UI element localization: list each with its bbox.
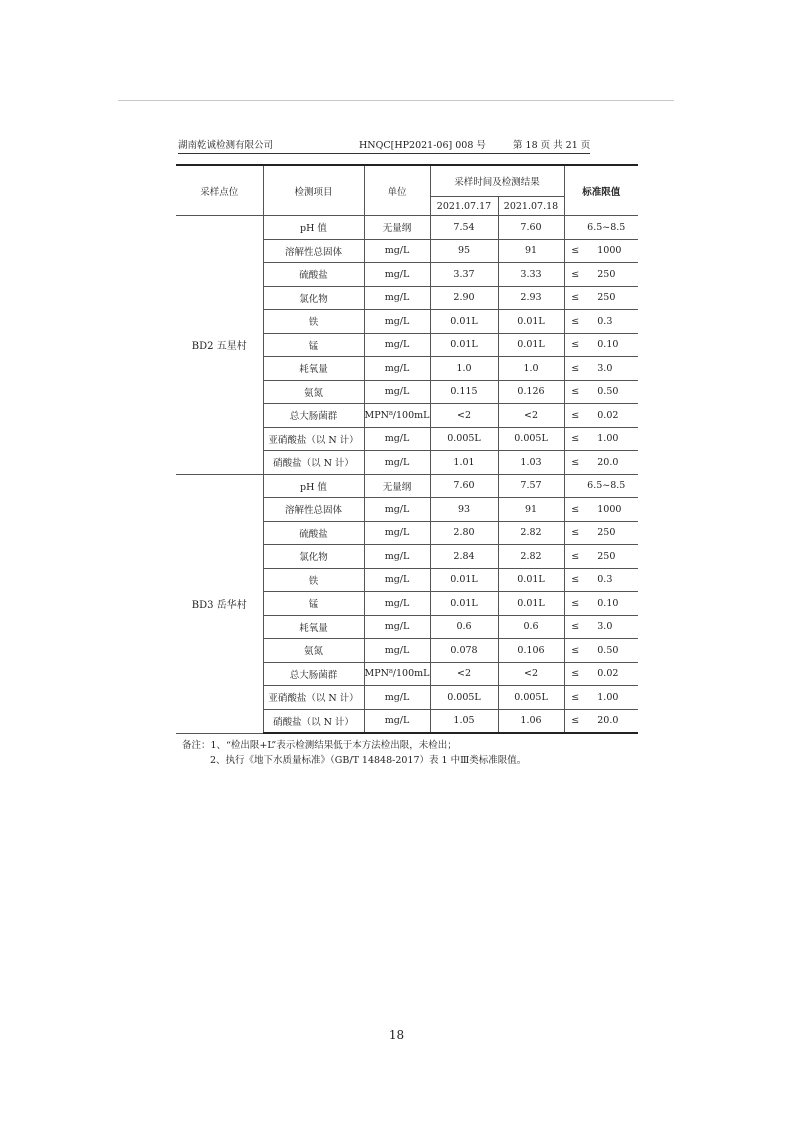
standard-value: 3.0 [597,362,613,374]
standard-cell [564,474,638,498]
standard-value: 250 [597,268,616,280]
result-cell-1: 2.84 [430,545,498,569]
result-cell-2: 7.57 [498,474,564,498]
standard-cell [564,639,638,663]
standard-cell [564,686,638,710]
unit-cell: mg/L [364,286,430,310]
standard-value: 0.02 [597,668,619,680]
header-results: 采样时间及检测结果 [430,165,564,197]
notes [182,738,602,768]
standard-value: 1.00 [597,433,619,445]
result-cell-2: 2.93 [498,286,564,310]
item-cell: 溶解性总固体 [263,239,364,263]
unit-cell: mg/L [364,639,430,663]
result-cell-1: 0.01L [430,333,498,357]
result-cell-1: 93 [430,498,498,522]
standard-cell [564,404,638,428]
result-cell-1: 0.115 [430,380,498,404]
item-cell: 溶解性总固体 [263,498,364,522]
result-cell-1: 7.54 [430,216,498,240]
unit-cell: mg/L [364,568,430,592]
standard-cell [564,333,638,357]
results-table [176,164,638,734]
result-cell-2: 2.82 [498,545,564,569]
result-cell-2: 0.01L [498,333,564,357]
standard-cell [564,568,638,592]
standard-value: 250 [597,527,616,539]
less-equal-sign: ≤ [571,292,580,304]
header-item: 检测项目 [263,165,364,216]
result-cell-2: 1.06 [498,709,564,733]
header-divider [178,153,590,154]
result-cell-2: 0.005L [498,686,564,710]
unit-cell: mg/L [364,545,430,569]
standard-value: 6.5~8.5 [587,221,626,233]
result-cell-2: 2.82 [498,521,564,545]
note-line-2: 2、执行《地下水质量标准》（GB/T 14848-2017）表 1 中Ⅲ类标准限值。 [210,755,527,766]
less-equal-sign: ≤ [571,245,580,257]
less-equal-sign: ≤ [571,433,580,445]
result-cell-2: 7.60 [498,216,564,240]
result-cell-2: 0.01L [498,592,564,616]
result-cell-2: <2 [498,662,564,686]
result-cell-1: 2.90 [430,286,498,310]
site-cell: BD2 五星村 [176,216,263,475]
result-cell-2: 0.01L [498,568,564,592]
result-cell-2: 0.126 [498,380,564,404]
standard-cell [564,263,638,287]
result-cell-2: 91 [498,239,564,263]
standard-cell [564,451,638,475]
unit-cell: mg/L [364,239,430,263]
standard-value: 6.5~8.5 [587,480,626,492]
unit-cell: mg/L [364,310,430,334]
standard-cell [564,286,638,310]
page-number: 18 [388,1028,405,1042]
company-name: 湖南乾诚检测有限公司 [178,140,274,151]
result-cell-1: 0.6 [430,615,498,639]
standard-cell [564,239,638,263]
item-cell: 铁 [263,568,364,592]
unit-cell: MPN⁸/100mL [364,404,430,428]
item-cell: 耗氧量 [263,615,364,639]
less-equal-sign: ≤ [571,550,580,562]
result-cell-2: 0.6 [498,615,564,639]
unit-cell: mg/L [364,380,430,404]
result-cell-1: 7.60 [430,474,498,498]
unit-cell: 无量纲 [364,216,430,240]
unit-cell: mg/L [364,451,430,475]
header-site: 采样点位 [176,165,263,216]
item-cell: 氨氮 [263,639,364,663]
standard-cell [564,427,638,451]
result-cell-1: 0.005L [430,427,498,451]
less-equal-sign: ≤ [571,339,580,351]
result-cell-1: 0.078 [430,639,498,663]
standard-value: 1000 [597,503,622,515]
item-cell: 硫酸盐 [263,263,364,287]
less-equal-sign: ≤ [571,527,580,539]
result-cell-1: 95 [430,239,498,263]
item-cell: 氯化物 [263,545,364,569]
less-equal-sign: ≤ [571,691,580,703]
result-cell-2: 1.03 [498,451,564,475]
header-date-2: 2021.07.18 [498,197,564,216]
item-cell: 铁 [263,310,364,334]
item-cell: 锰 [263,333,364,357]
standard-cell [564,498,638,522]
unit-cell: mg/L [364,686,430,710]
result-cell-2: 91 [498,498,564,522]
standard-cell [564,709,638,733]
table-row [176,474,638,498]
unit-cell: mg/L [364,333,430,357]
item-cell: 硝酸盐（以 N 计） [263,709,364,733]
unit-cell: mg/L [364,709,430,733]
unit-cell: 无量纲 [364,474,430,498]
page-info: 第 18 页 共 21 页 [513,140,591,151]
result-cell-1: <2 [430,662,498,686]
result-cell-1: 2.80 [430,521,498,545]
result-cell-2: 1.0 [498,357,564,381]
item-cell: 锰 [263,592,364,616]
item-cell: pH 值 [263,216,364,240]
result-cell-2: 0.005L [498,427,564,451]
unit-cell: mg/L [364,263,430,287]
unit-cell: mg/L [364,521,430,545]
standard-value: 20.0 [597,456,619,468]
standard-value: 0.02 [597,409,619,421]
standard-cell [564,310,638,334]
item-cell: 硝酸盐（以 N 计） [263,451,364,475]
note-line-1: 备注：1、“检出限+L”表示检测结果低于本方法检出限，未检出； [182,740,457,751]
less-equal-sign: ≤ [571,503,580,515]
unit-cell: mg/L [364,357,430,381]
result-cell-1: 0.01L [430,568,498,592]
standard-cell [564,592,638,616]
less-equal-sign: ≤ [571,668,580,680]
standard-value: 20.0 [597,715,619,727]
less-equal-sign: ≤ [571,362,580,374]
result-cell-1: 3.37 [430,263,498,287]
standard-cell [564,216,638,240]
less-equal-sign: ≤ [571,456,580,468]
less-equal-sign: ≤ [571,597,580,609]
standard-cell [564,357,638,381]
standard-cell [564,662,638,686]
result-cell-1: 1.05 [430,709,498,733]
result-cell-2: 0.106 [498,639,564,663]
page-header [178,137,590,153]
result-cell-2: 0.01L [498,310,564,334]
standard-value: 0.3 [597,574,613,586]
standard-value: 3.0 [597,621,613,633]
standard-cell [564,545,638,569]
standard-value: 0.10 [597,339,619,351]
item-cell: 硫酸盐 [263,521,364,545]
item-cell: 总大肠菌群 [263,404,364,428]
unit-cell: mg/L [364,615,430,639]
less-equal-sign: ≤ [571,315,580,327]
header-date-1: 2021.07.17 [430,197,498,216]
item-cell: 亚硝酸盐（以 N 计） [263,686,364,710]
result-cell-2: 3.33 [498,263,564,287]
site-cell: BD3 岳华村 [176,474,263,733]
standard-value: 1.00 [597,691,619,703]
result-cell-1: <2 [430,404,498,428]
result-cell-1: 0.01L [430,310,498,334]
document-number: HNQC[HP2021-06] 008 号 [359,140,486,151]
unit-cell: mg/L [364,498,430,522]
unit-cell: mg/L [364,427,430,451]
header-unit: 单位 [364,165,430,216]
standard-value: 1000 [597,245,622,257]
standard-value: 250 [597,292,616,304]
item-cell: 耗氧量 [263,357,364,381]
standard-cell [564,380,638,404]
standard-value: 0.50 [597,386,619,398]
less-equal-sign: ≤ [571,574,580,586]
result-cell-1: 0.005L [430,686,498,710]
less-equal-sign: ≤ [571,621,580,633]
less-equal-sign: ≤ [571,715,580,727]
unit-cell: MPN⁸/100mL [364,662,430,686]
standard-value: 0.3 [597,315,613,327]
less-equal-sign: ≤ [571,268,580,280]
result-cell-2: <2 [498,404,564,428]
item-cell: 亚硝酸盐（以 N 计） [263,427,364,451]
standard-value: 0.50 [597,644,619,656]
standard-value: 0.10 [597,597,619,609]
standard-cell [564,521,638,545]
item-cell: pH 值 [263,474,364,498]
standard-cell [564,615,638,639]
scan-edge-line [118,100,674,101]
result-cell-1: 1.0 [430,357,498,381]
less-equal-sign: ≤ [571,386,580,398]
item-cell: 氯化物 [263,286,364,310]
less-equal-sign: ≤ [571,644,580,656]
item-cell: 总大肠菌群 [263,662,364,686]
item-cell: 氨氮 [263,380,364,404]
result-cell-1: 0.01L [430,592,498,616]
less-equal-sign: ≤ [571,409,580,421]
table-row [176,216,638,240]
header-standard: 标准限值 [564,165,638,216]
result-cell-1: 1.01 [430,451,498,475]
standard-value: 250 [597,550,616,562]
unit-cell: mg/L [364,592,430,616]
